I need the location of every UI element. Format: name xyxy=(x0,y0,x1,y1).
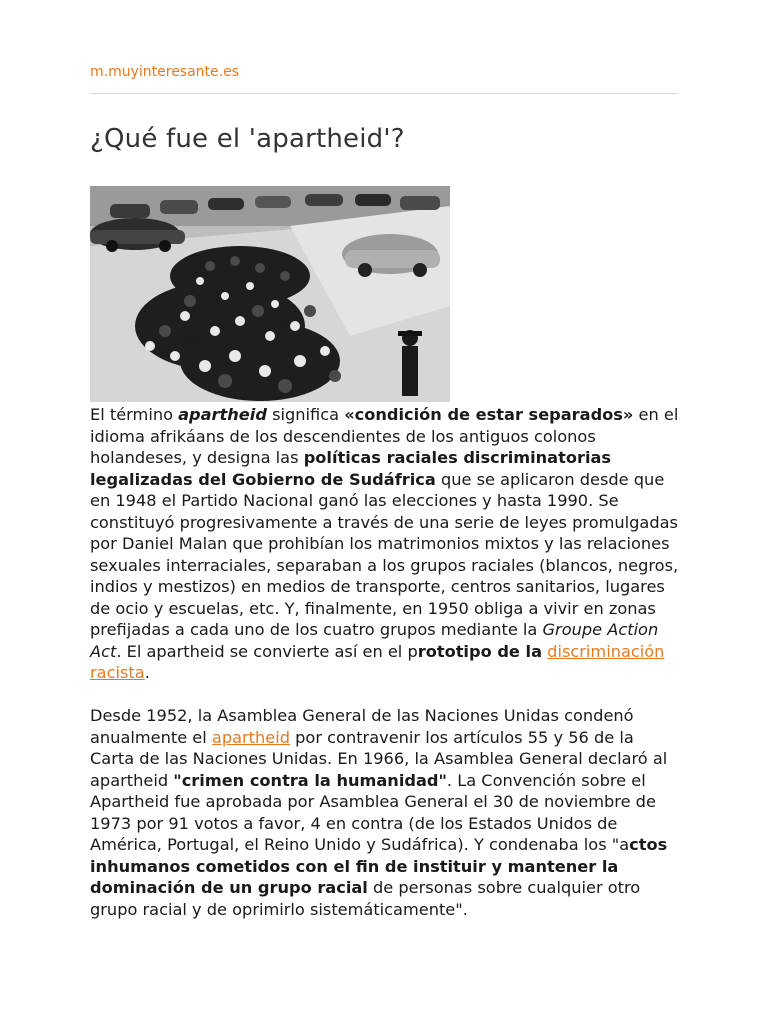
article-title: ¿Qué fue el 'apartheid'? xyxy=(90,124,405,154)
p1-text-07: que se aplicaron desde que en 1948 el Partido Nacional ganó las elecciones y hasta 1990. Se constituyó progresivamente a través de una serie de leyes promulgadas por Daniel Malan que prohibían los matrimonios mixtos y las relaciones sexuales interraciales, separaban a los grupos raciales (blancos, negros, indios y mestizos) en medios de transporte, centros sanitarios, lugares de ocio y escuelas, etc. Y, finalmente, en 1950 obliga a vivir en zonas prefijadas a cada uno de los cuatro grupos mediante la xyxy=(90,469,679,639)
p1-text-03: significa xyxy=(266,405,345,424)
p1-text-13: . xyxy=(144,663,150,682)
discriminacion-racista-link[interactable]: discriminación racista xyxy=(90,641,665,682)
p2-text-07: de personas sobre cualquier otro grupo racial y de oprimirlo sistemáticamente". xyxy=(90,878,641,919)
apartheid-link[interactable]: apartheid xyxy=(211,727,291,747)
article-photo xyxy=(90,186,450,402)
p1-text-01: El término xyxy=(90,405,179,424)
p1-prototipo-bold: rototipo de la xyxy=(417,641,543,661)
p1-groupe-action-act: Groupe Action Act xyxy=(90,620,659,661)
paragraph-1 xyxy=(90,404,680,684)
p2-text-03: por contravenir los artículos 55 y 56 de la Carta de las Naciones Unidas. En 1966, la Asamblea General declaró al apartheid xyxy=(90,727,668,790)
p2-text-05: . La Convención sobre el Apartheid fue aprobada por Asamblea General el 30 de noviembre de 1973 por 91 votos a favor, 4 en contra (de los Estados Unidos de América, Portugal, el Reino Unido y Sudáfrica). Y condenaba los "a xyxy=(90,770,656,854)
p2-text-01: Desde 1952, la Asamblea General de las Naciones Unidas condenó anualmente el xyxy=(90,706,634,747)
paragraph-2 xyxy=(90,705,680,920)
p1-apartheid-term: apartheid xyxy=(178,405,267,424)
header-divider xyxy=(90,93,678,94)
p2-actos-bold: ctos inhumanos cometidos con el fin de instituir y mantener la dominación de un grupo racial xyxy=(90,835,668,897)
p1-policies-bold: políticas raciales discriminatorias legalizadas del Gobierno de Sudáfrica xyxy=(90,448,612,489)
site-domain-link[interactable]: m.muyinteresante.es xyxy=(90,64,240,80)
article-body xyxy=(90,404,680,942)
p1-text-09: . El apartheid se convierte así en el p xyxy=(116,641,418,661)
p1-definition-bold: «condición de estar separados» xyxy=(344,405,634,424)
p1-text-05: en el idioma afrikáans de los descendientes de los antiguos colonos holandeses, y designa las xyxy=(90,405,679,467)
p2-crimen-bold: "crimen contra la humanidad" xyxy=(173,770,447,790)
